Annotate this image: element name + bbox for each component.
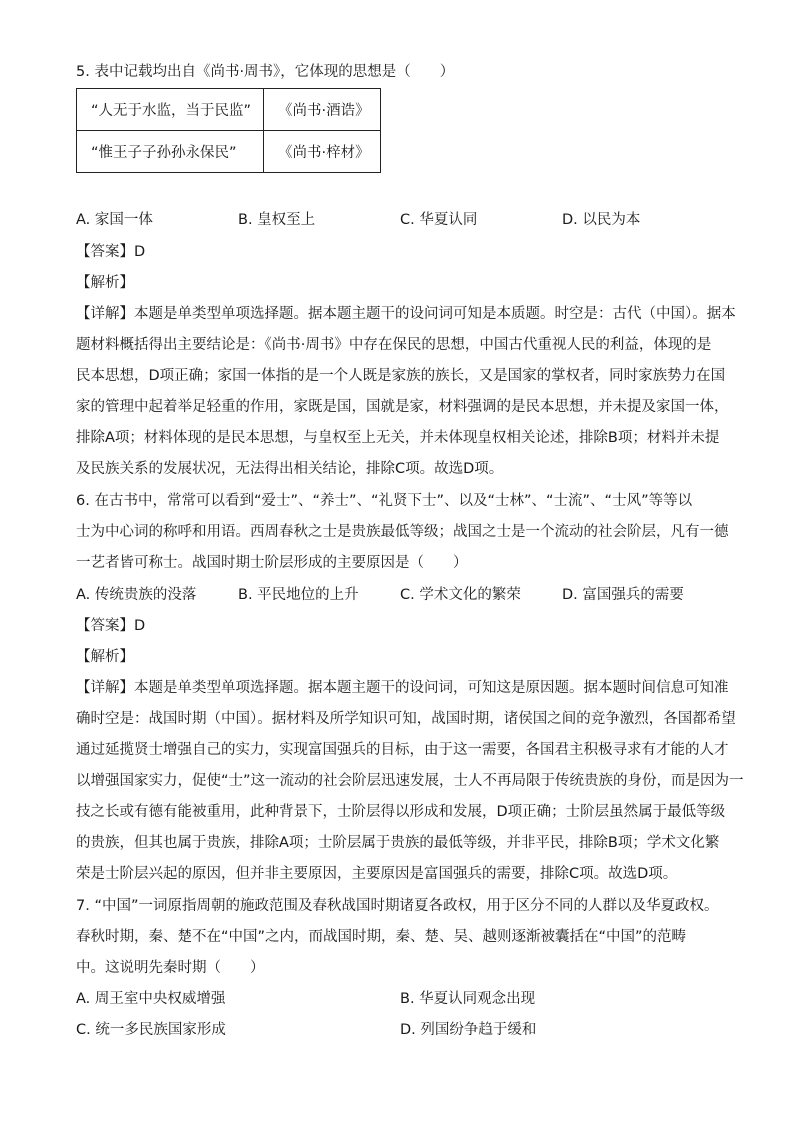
q5-analysis-line: 家的管理中起着举足轻重的作用，家既是国，国就是家，材料强调的是民本思想，并未提及家国一体， [76, 399, 729, 415]
q6-analysis-line: 确时空是：战国时期（中国）。据材料及所学知识可知，战国时期，诸侯国之间的竞争激烈，各国都希望 [76, 711, 736, 727]
q6-option-b: B. 平民地位的上升 [238, 587, 359, 603]
q5-analysis-line: 民本思想，D项正确；家国一体指的是一个人既是家族的族长，又是国家的掌权者，同时家族势力在国 [76, 368, 726, 384]
q6-analysis-line: 通过延揽贤士增强自己的实力，实现富国强兵的目标，由于这一需要，各国君主积极寻求有才能的人才 [76, 742, 729, 758]
table-row [77, 89, 381, 131]
question-6-stem: 6. 在古书中，常常可以看到“爱士”、“养士”、“礼贤下士”、以及“士林”、“士流”、“士风”等等以 [76, 493, 693, 509]
q5-analysis-line: 排除A项；材料体现的是民本思想，与皇权至上无关，并未体现皇权相关论述，排除B项；材料并未提 [76, 430, 720, 446]
q6-option-a: A. 传统贵族的没落 [76, 587, 197, 603]
q7-option-c: C. 统一多民族国家形成 [76, 1022, 226, 1038]
q6-option-c: C. 学术文化的繁荣 [400, 587, 521, 603]
q5-option-a: A. 家国一体 [76, 212, 153, 228]
q5-analysis-title: 【解析】 [76, 275, 134, 291]
table-cell-source: 《尚书·梓材》 [264, 131, 381, 173]
q5-analysis-line: 【详解】本题是单类型单项选择题。据本题主题干的设问词可知是本质题。时空是：古代（中国）。据本 [76, 306, 736, 322]
question-7-stem: 中。这说明先秦时期（ ） [76, 960, 265, 976]
q5-option-b: B. 皇权至上 [238, 212, 316, 228]
q5-option-d: D. 以民为本 [562, 212, 641, 228]
q5-analysis-line: 及民族关系的发展状况，无法得出相关结论，排除C项。故选D项。 [76, 461, 504, 477]
q6-analysis-line: 以增强国家实力，促使“士”这一流动的社会阶层迅速发展，士人不再局限于传统贵族的身份，而是因为一 [76, 773, 744, 789]
question-5-table [76, 88, 381, 173]
q7-option-b: B. 华夏认同观念出现 [400, 991, 536, 1007]
q5-answer: 【答案】D [76, 244, 146, 260]
table-cell-source: 《尚书·酒诰》 [264, 89, 381, 131]
q7-option-a: A. 周王室中央权威增强 [76, 991, 226, 1007]
table-cell-quote: “惟王子子孙孙永保民” [77, 131, 264, 173]
q5-analysis-line: 题材料概括得出主要结论是：《尚书·周书》中存在保民的思想，中国古代重视人民的利益，体现的是 [76, 337, 712, 353]
q6-option-d: D. 富国强兵的需要 [562, 587, 684, 603]
q6-answer: 【答案】D [76, 618, 146, 634]
question-6-stem: 一艺者皆可称士。战国时期士阶层形成的主要原因是（ ） [76, 555, 468, 571]
question-5-stem: 5. 表中记载均出自《尚书·周书》，它体现的思想是（ ） [76, 64, 455, 80]
table-cell-quote: “人无于水监，当于民监” [77, 89, 264, 131]
question-7-stem: 春秋时期，秦、楚不在“中国”之内，而战国时期，秦、楚、吴、越则逐渐被囊括在“中国”的范畴 [76, 929, 687, 945]
q6-analysis-line: 的贵族，但其也属于贵族，排除A项；士阶层属于贵族的最低等级，并非平民，排除B项；学术文化繁 [76, 835, 720, 851]
q7-option-d: D. 列国纷争趋于缓和 [400, 1022, 537, 1038]
q6-analysis-title: 【解析】 [76, 649, 134, 665]
q6-analysis-line: 技之长或有德有能被重用，此种背景下，士阶层得以形成和发展，D项正确；士阶层虽然属于最低等级 [76, 804, 726, 820]
table-row [77, 131, 381, 173]
q6-analysis-line: 【详解】本题是单类型单项选择题。据本题主题干的设问词，可知这是原因题。据本题时间信息可知准 [76, 680, 729, 696]
q6-analysis-line: 荣是士阶层兴起的原因，但并非主要原因，主要原因是富国强兵的需要，排除C项。故选D项。 [76, 866, 678, 882]
question-6-stem: 士为中心词的称呼和用语。西周春秋之士是贵族最低等级；战国之士是一个流动的社会阶层，凡有一德 [76, 524, 729, 540]
q5-option-c: C. 华夏认同 [400, 212, 478, 228]
question-7-stem: 7. “中国”一词原指周朝的施政范围及春秋战国时期诸夏各政权，用于区分不同的人群以及华夏政权。 [76, 898, 719, 914]
